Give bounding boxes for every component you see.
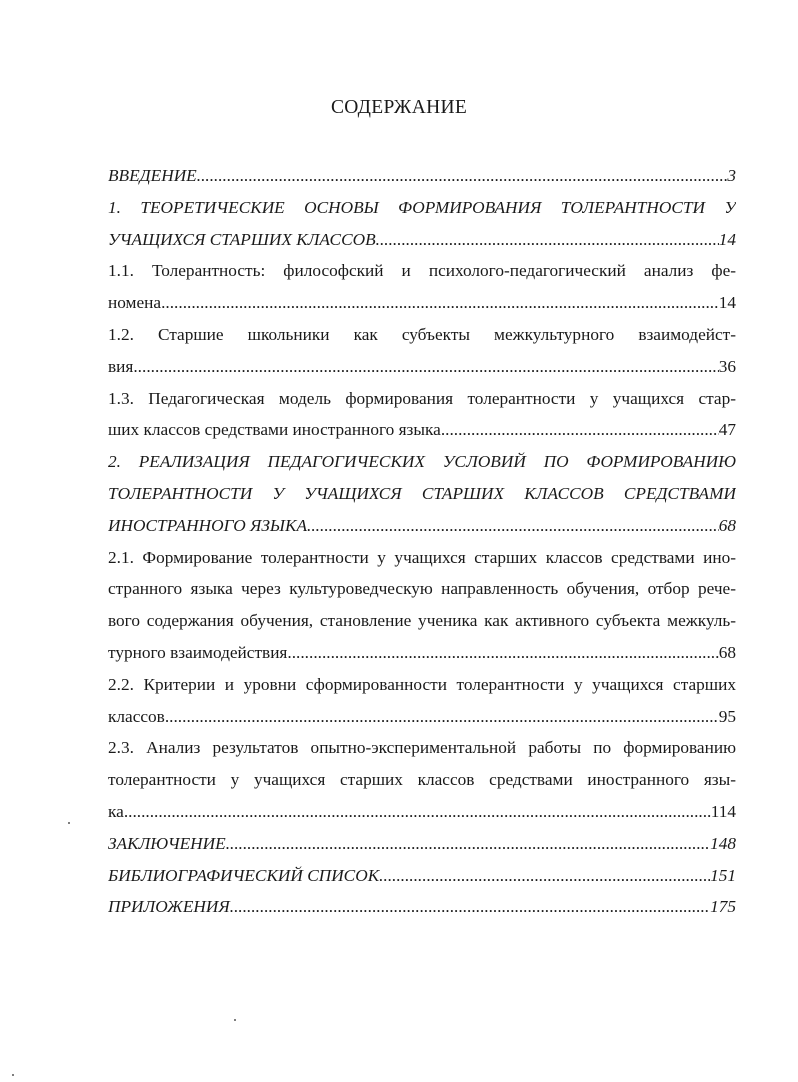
toc-page-number: 14 (718, 293, 736, 313)
toc-entry-line (108, 287, 736, 319)
leader-dots (379, 860, 710, 892)
toc-entry-line (108, 637, 736, 669)
toc-entry-title: турного взаимодействия (108, 642, 288, 662)
toc-entry-line (108, 160, 736, 192)
toc-entry-title: вия (108, 356, 134, 376)
scan-speck (68, 822, 70, 824)
page-title: СОДЕРЖАНИЕ (330, 97, 468, 118)
leader-dots (376, 224, 719, 256)
leader-dots (441, 414, 719, 446)
toc-entry-title: БИБЛИОГРАФИЧЕСКИЙ СПИСОК (108, 865, 380, 885)
scan-speck (12, 1074, 14, 1076)
toc-entry-line (108, 510, 736, 542)
toc-text-line: 2.2. Критерии и уровни сформированности толерантности у учащихся старших (108, 674, 736, 694)
toc-entry-line (108, 860, 736, 892)
toc-entry-line (108, 224, 736, 256)
toc-text-line: 2.3. Анализ результатов опытно-экспериментальной работы по формированию (108, 738, 736, 758)
toc-text-line: вого содержания обучения, становление ученика как активного субъекта межкуль- (108, 611, 736, 631)
toc-page-number: 95 (718, 706, 736, 726)
toc-entry-line (108, 796, 736, 828)
toc-page-number: 68 (718, 642, 736, 662)
leader-dots (161, 287, 719, 319)
toc-text-line: странного языка через культуроведческую направленность обучения, отбор рече- (108, 579, 736, 599)
toc-entry-line (108, 701, 736, 733)
toc-entry-line (108, 351, 736, 383)
toc-entry-title: ВВЕДЕНИЕ (108, 166, 197, 185)
scan-speck (234, 1019, 236, 1021)
toc-entry-title: ших классов средствами иностранного языка (108, 420, 441, 440)
toc-entry-title: ка (108, 801, 124, 821)
toc-page-number: 114 (710, 801, 736, 821)
toc-page-number: 14 (718, 229, 736, 249)
table-of-contents (108, 160, 736, 923)
toc-text-line: 1.3. Педагогическая модель формирования толерантности у учащихся стар- (108, 388, 736, 408)
leader-dots (133, 351, 718, 383)
toc-entry-title: ИНОСТРАННОГО ЯЗЫКА (108, 515, 308, 535)
toc-text-line: 1.1. Толерантность: философский и психолого-педагогический анализ фе- (108, 261, 736, 281)
toc-entry-title: классов (108, 706, 165, 726)
leader-dots (124, 796, 711, 828)
toc-text-line: 2.1. Формирование толерантности у учащихся старших классов средствами ино- (108, 547, 736, 567)
toc-page-number: 151 (710, 865, 736, 885)
leader-dots (307, 510, 719, 542)
toc-page-number: 175 (710, 897, 736, 917)
toc-entry-title: номена (108, 293, 162, 313)
toc-entry-title: УЧАЩИХСЯ СТАРШИХ КЛАССОВ (108, 229, 376, 249)
leader-dots (287, 637, 718, 669)
toc-text-line: 1.2. Старшие школьники как субъекты межкультурного взаимодейст- (108, 324, 736, 344)
leader-dots (197, 160, 728, 192)
toc-page-number: 3 (727, 166, 736, 185)
toc-text-line: ТОЛЕРАНТНОСТИ У УЧАЩИХСЯ СТАРШИХ КЛАССОВ СРЕДСТВАМИ (108, 483, 736, 503)
toc-page-number: 47 (718, 420, 736, 440)
toc-entry-title: ПРИЛОЖЕНИЯ (108, 897, 230, 917)
leader-dots (230, 891, 710, 923)
leader-dots (226, 828, 710, 860)
toc-text-line: толерантности у учащихся старших классов средствами иностранного язы- (108, 770, 736, 790)
toc-entry-line (108, 828, 736, 860)
leader-dots (165, 701, 719, 733)
toc-page-number: 36 (718, 356, 736, 376)
toc-page-number: 68 (718, 515, 736, 535)
toc-page-number: 148 (710, 833, 736, 853)
toc-text-line: 2. РЕАЛИЗАЦИЯ ПЕДАГОГИЧЕСКИХ УСЛОВИЙ ПО ФОРМИРОВАНИЮ (108, 452, 736, 472)
toc-entry-line (108, 414, 736, 446)
toc-entry-title: ЗАКЛЮЧЕНИЕ (108, 833, 226, 853)
toc-text-line: 1. ТЕОРЕТИЧЕСКИЕ ОСНОВЫ ФОРМИРОВАНИЯ ТОЛЕРАНТНОСТИ У (108, 197, 736, 217)
toc-entry-line (108, 891, 736, 923)
